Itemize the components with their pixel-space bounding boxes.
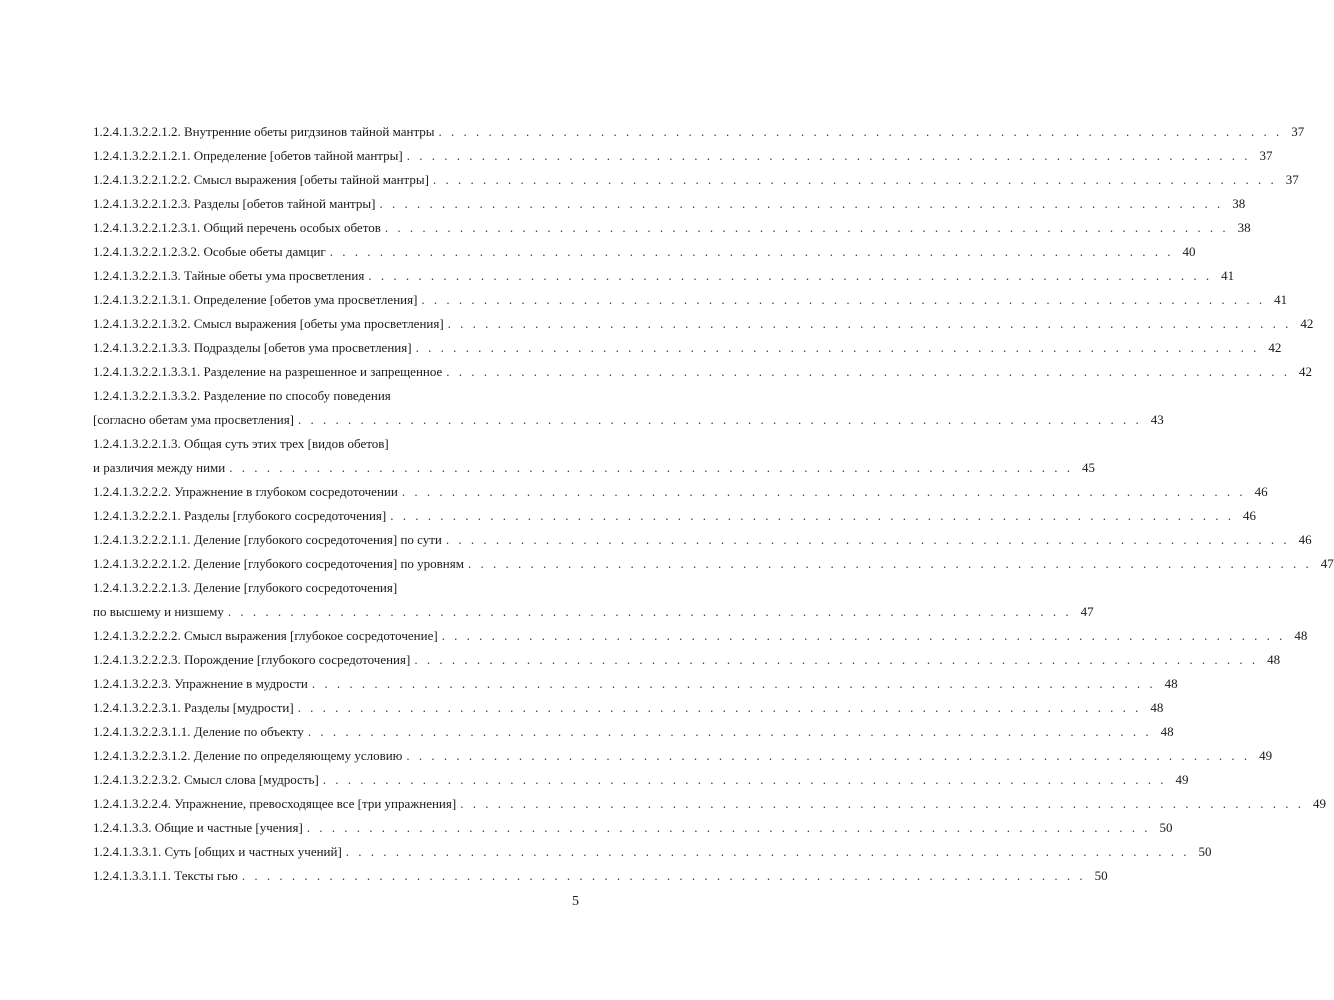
dot-leader: . . . . . . . . . . . . . . . . . . . . . . . . . . . . . . . . . . . . . . . . . . . . . . . . . . . . . . . . . . . . . . . . . . . . <box>406 148 1251 163</box>
toc-entry-page-number: 49 <box>1312 796 1326 811</box>
toc-entry <box>93 216 1251 240</box>
toc-entry-line <box>93 192 1246 216</box>
toc-entry <box>93 168 1299 192</box>
toc-entry-title: 1.2.4.1.3.2.2.2. Упражнение в глубоком сосредоточении <box>93 484 398 499</box>
toc-entry-page-number: 47 <box>1080 604 1094 619</box>
toc-entry-page-number: 46 <box>1242 508 1256 523</box>
dot-leader: . . . . . . . . . . . . . . . . . . . . . . . . . . . . . . . . . . . . . . . . . . . . . . . . . . . . . . . . . . . . . . . . . . . . <box>406 748 1251 763</box>
toc-entry-title: 1.2.4.1.3.2.2.3. Упражнение в мудрости <box>93 676 308 691</box>
toc-entry-title: 1.2.4.1.3.2.2.1.3.3.2. Разделение по способу поведения <box>93 388 391 403</box>
toc-entry <box>93 624 1308 648</box>
toc-entry-line <box>93 840 1212 864</box>
toc-entry-title: 1.2.4.1.3.2.2.1.3.3.1. Разделение на разрешенное и запрещенное <box>93 364 443 379</box>
toc-entry-title: 1.2.4.1.3.2.2.1.3. Тайные обеты ума просветления <box>93 268 365 283</box>
toc-entry <box>93 384 1164 432</box>
dot-leader: . . . . . . . . . . . . . . . . . . . . . . . . . . . . . . . . . . . . . . . . . . . . . . . . . . . . . . . . . . . . . . . . . . . . <box>345 844 1190 859</box>
toc-entry-title: и различия между ними <box>93 460 226 475</box>
toc-entry-title: 1.2.4.1.3.2.2.2.1.3. Деление [глубокого сосредоточения] <box>93 580 398 595</box>
toc-entry <box>93 192 1246 216</box>
toc-entry-line <box>93 624 1308 648</box>
toc-entry-line <box>93 792 1326 816</box>
dot-leader: . . . . . . . . . . . . . . . . . . . . . . . . . . . . . . . . . . . . . . . . . . . . . . . . . . . . . . . . . . . . . . . . . . . . <box>414 652 1259 667</box>
toc-entry-line <box>93 168 1299 192</box>
dot-leader: . . . . . . . . . . . . . . . . . . . . . . . . . . . . . . . . . . . . . . . . . . . . . . . . . . . . . . . . . . . . . . . . . . . . <box>329 244 1174 259</box>
toc-entry <box>93 816 1173 840</box>
toc-entry-page-number: 48 <box>1150 700 1164 715</box>
toc-entry-line <box>93 480 1268 504</box>
dot-leader: . . . . . . . . . . . . . . . . . . . . . . . . . . . . . . . . . . . . . . . . . . . . . . . . . . . . . . . . . . . . . . . . . . . . <box>415 340 1260 355</box>
toc-entry-title: 1.2.4.1.3.2.2.3.2. Смысл слова [мудрость] <box>93 772 319 787</box>
toc-entry <box>93 360 1313 384</box>
toc-entry-page-number: 48 <box>1267 652 1281 667</box>
toc-entry <box>93 336 1282 360</box>
toc-entry-title: 1.2.4.1.3.2.2.1.3. Общая суть этих трех [видов обетов] <box>93 436 389 451</box>
toc-entry-title: 1.2.4.1.3.2.2.2.1. Разделы [глубокого сосредоточения] <box>93 508 387 523</box>
toc-entry-page-number: 42 <box>1300 316 1314 331</box>
dot-leader: . . . . . . . . . . . . . . . . . . . . . . . . . . . . . . . . . . . . . . . . . . . . . . . . . . . . . . . . . . . . . . . . . . . . <box>368 268 1213 283</box>
dot-leader: . . . . . . . . . . . . . . . . . . . . . . . . . . . . . . . . . . . . . . . . . . . . . . . . . . . . . . . . . . . . . . . . . . . . <box>460 796 1304 811</box>
toc-entry-line <box>93 768 1189 792</box>
toc-entry-title: 1.2.4.1.3.3.1.1. Тексты гью <box>93 868 238 883</box>
dot-leader: . . . . . . . . . . . . . . . . . . . . . . . . . . . . . . . . . . . . . . . . . . . . . . . . . . . . . . . . . . . . . . . . . . . . <box>432 172 1277 187</box>
dot-leader: . . . . . . . . . . . . . . . . . . . . . . . . . . . . . . . . . . . . . . . . . . . . . . . . . . . . . . . . . . . . . . . . . . . . <box>241 868 1086 883</box>
dot-leader: . . . . . . . . . . . . . . . . . . . . . . . . . . . . . . . . . . . . . . . . . . . . . . . . . . . . . . . . . . . . . . . . . . . . <box>446 364 1291 379</box>
toc-entry-page-number: 48 <box>1160 724 1174 739</box>
dot-leader: . . . . . . . . . . . . . . . . . . . . . . . . . . . . . . . . . . . . . . . . . . . . . . . . . . . . . . . . . . . . . . . . . . . . <box>401 484 1246 499</box>
dot-leader: . . . . . . . . . . . . . . . . . . . . . . . . . . . . . . . . . . . . . . . . . . . . . . . . . . . . . . . . . . . . . . . . . . . . <box>438 124 1283 139</box>
toc-entry-title: 1.2.4.1.3.2.2.2.1.1. Деление [глубокого сосредоточения] по сути <box>93 532 442 547</box>
dot-leader: . . . . . . . . . . . . . . . . . . . . . . . . . . . . . . . . . . . . . . . . . . . . . . . . . . . . . . . . . . . . . . . . . . . . <box>421 292 1266 307</box>
toc-entry <box>93 672 1178 696</box>
toc-entry-line <box>93 144 1273 168</box>
toc-entry-line <box>93 216 1251 240</box>
toc-entry-page-number: 41 <box>1221 268 1235 283</box>
dot-leader: . . . . . . . . . . . . . . . . . . . . . . . . . . . . . . . . . . . . . . . . . . . . . . . . . . . . . . . . . . . . . . . . . . . . <box>445 532 1290 547</box>
dot-leader: . . . . . . . . . . . . . . . . . . . . . . . . . . . . . . . . . . . . . . . . . . . . . . . . . . . . . . . . . . . . . . . . . . . . <box>467 556 1312 571</box>
toc-entry <box>93 504 1256 528</box>
toc-entry-line <box>93 648 1281 672</box>
toc-entry-page-number: 47 <box>1320 556 1334 571</box>
dot-leader: . . . . . . . . . . . . . . . . . . . . . . . . . . . . . . . . . . . . . . . . . . . . . . . . . . . . . . . . . . . . . . . . . . . . <box>447 316 1292 331</box>
toc-entry-line <box>93 672 1178 696</box>
dot-leader: . . . . . . . . . . . . . . . . . . . . . . . . . . . . . . . . . . . . . . . . . . . . . . . . . . . . . . . . . . . . . . . . . . . . <box>229 460 1073 475</box>
toc-entry <box>93 648 1281 672</box>
toc-entry-page-number: 38 <box>1232 196 1246 211</box>
toc-entry-page-number: 45 <box>1081 460 1095 475</box>
toc-entry-line <box>93 600 1094 624</box>
toc-entry-title: [согласно обетам ума просветления] <box>93 412 295 427</box>
toc-entry-title: 1.2.4.1.3.2.2.1.2.3. Разделы [обетов тайной мантры] <box>93 196 376 211</box>
dot-leader: . . . . . . . . . . . . . . . . . . . . . . . . . . . . . . . . . . . . . . . . . . . . . . . . . . . . . . . . . . . . . . . . . . . . <box>227 604 1072 619</box>
toc-entry-page-number: 49 <box>1259 748 1273 763</box>
toc-entry-line <box>93 264 1235 288</box>
toc-entry-title: 1.2.4.1.3.2.2.1.3.2. Смысл выражения [обеты ума просветления] <box>93 316 444 331</box>
toc-entry-page-number: 38 <box>1237 220 1251 235</box>
dot-leader: . . . . . . . . . . . . . . . . . . . . . . . . . . . . . . . . . . . . . . . . . . . . . . . . . . . . . . . . . . . . . . . . . . . . <box>384 220 1229 235</box>
dot-leader: . . . . . . . . . . . . . . . . . . . . . . . . . . . . . . . . . . . . . . . . . . . . . . . . . . . . . . . . . . . . . . . . . . . . <box>390 508 1234 523</box>
toc-entry-title: 1.2.4.1.3.2.2.1.2.3.2. Особые обеты дамциг <box>93 244 326 259</box>
dot-leader: . . . . . . . . . . . . . . . . . . . . . . . . . . . . . . . . . . . . . . . . . . . . . . . . . . . . . . . . . . . . . . . . . . . . <box>441 628 1286 643</box>
toc-entry-title: 1.2.4.1.3.2.2.4. Упражнение, превосходящее все [три упражнения] <box>93 796 457 811</box>
toc-entry <box>93 288 1288 312</box>
dot-leader: . . . . . . . . . . . . . . . . . . . . . . . . . . . . . . . . . . . . . . . . . . . . . . . . . . . . . . . . . . . . . . . . . . . . <box>311 676 1156 691</box>
toc-entry <box>93 240 1196 264</box>
toc-entry <box>93 120 1305 144</box>
toc-entry-page-number: 48 <box>1294 628 1308 643</box>
toc-entry-title: 1.2.4.1.3.2.2.2.3. Порождение [глубокого сосредоточения] <box>93 652 411 667</box>
toc-entry <box>93 744 1273 768</box>
toc-entry-line <box>93 456 1095 480</box>
toc-entry-title: 1.2.4.1.3.2.2.1.2.3.1. Общий перечень особых обетов <box>93 220 381 235</box>
toc-entry <box>93 576 1094 624</box>
toc-entry-line <box>93 336 1282 360</box>
toc-entry-line <box>93 864 1108 888</box>
toc-entry-page-number: 42 <box>1268 340 1282 355</box>
toc-entry-line <box>93 528 1312 552</box>
toc-entry-page-number: 41 <box>1274 292 1288 307</box>
dot-leader: . . . . . . . . . . . . . . . . . . . . . . . . . . . . . . . . . . . . . . . . . . . . . . . . . . . . . . . . . . . . . . . . . . . . <box>297 700 1142 715</box>
toc-entry-page-number: 37 <box>1291 124 1305 139</box>
toc-entry-title: по высшему и низшему <box>93 604 224 619</box>
toc-entry-page-number: 40 <box>1182 244 1196 259</box>
toc-entry-title: 1.2.4.1.3.2.2.2.2. Смысл выражения [глубокое сосредоточение] <box>93 628 438 643</box>
toc-entry-line <box>93 360 1313 384</box>
toc-entry <box>93 720 1174 744</box>
toc-entry-title: 1.2.4.1.3.2.2.1.2.1. Определение [обетов тайной мантры] <box>93 148 403 163</box>
page-number: 5 <box>572 894 579 909</box>
dot-leader: . . . . . . . . . . . . . . . . . . . . . . . . . . . . . . . . . . . . . . . . . . . . . . . . . . . . . . . . . . . . . . . . . . . . <box>379 196 1224 211</box>
toc-entry-page-number: 50 <box>1159 820 1173 835</box>
table-of-contents <box>93 120 1334 888</box>
toc-entry-line <box>93 288 1288 312</box>
toc-entry-title: 1.2.4.1.3.2.2.2.1.2. Деление [глубокого сосредоточения] по уровням <box>93 556 464 571</box>
toc-entry-line <box>93 744 1273 768</box>
toc-entry <box>93 768 1189 792</box>
toc-entry <box>93 552 1334 576</box>
toc-entry <box>93 144 1273 168</box>
toc-entry-title: 1.2.4.1.3.2.2.1.3.1. Определение [обетов ума просветления] <box>93 292 418 307</box>
toc-entry <box>93 528 1312 552</box>
toc-entry-title: 1.2.4.1.3.2.2.3.1. Разделы [мудрости] <box>93 700 294 715</box>
toc-entry-page-number: 46 <box>1254 484 1268 499</box>
dot-leader: . . . . . . . . . . . . . . . . . . . . . . . . . . . . . . . . . . . . . . . . . . . . . . . . . . . . . . . . . . . . . . . . . . . . <box>307 724 1152 739</box>
dot-leader: . . . . . . . . . . . . . . . . . . . . . . . . . . . . . . . . . . . . . . . . . . . . . . . . . . . . . . . . . . . . . . . . . . . . <box>298 412 1142 427</box>
toc-entry-line <box>93 312 1314 336</box>
toc-entry <box>93 864 1108 888</box>
toc-entry-title: 1.2.4.1.3.2.2.3.1.1. Деление по объекту <box>93 724 304 739</box>
toc-entry-line <box>93 120 1305 144</box>
toc-entry <box>93 792 1326 816</box>
toc-entry-title: 1.2.4.1.3.3. Общие и частные [учения] <box>93 820 303 835</box>
toc-entry-page-number: 48 <box>1164 676 1178 691</box>
toc-entry-line <box>93 576 570 600</box>
toc-entry <box>93 480 1268 504</box>
toc-entry-line <box>93 240 1196 264</box>
toc-entry-page-number: 49 <box>1175 772 1189 787</box>
toc-entry-title: 1.2.4.1.3.3.1. Суть [общих и частных учений] <box>93 844 342 859</box>
toc-entry-line <box>93 432 570 456</box>
toc-entry <box>93 264 1235 288</box>
toc-entry-page-number: 43 <box>1150 412 1164 427</box>
toc-entry-title: 1.2.4.1.3.2.2.1.3.3. Подразделы [обетов ума просветления] <box>93 340 412 355</box>
toc-entry-title: 1.2.4.1.3.2.2.3.1.2. Деление по определяющему условию <box>93 748 403 763</box>
toc-entry-page-number: 50 <box>1094 868 1108 883</box>
toc-entry-line <box>93 504 1256 528</box>
toc-entry-line <box>93 696 1164 720</box>
toc-entry-page-number: 42 <box>1299 364 1313 379</box>
toc-entry-line <box>93 384 570 408</box>
toc-entry-title: 1.2.4.1.3.2.2.1.2. Внутренние обеты ригдзинов тайной мантры <box>93 124 435 139</box>
dot-leader: . . . . . . . . . . . . . . . . . . . . . . . . . . . . . . . . . . . . . . . . . . . . . . . . . . . . . . . . . . . . . . . . . . . . <box>306 820 1151 835</box>
toc-entry-page-number: 46 <box>1298 532 1312 547</box>
toc-entry <box>93 432 1095 480</box>
toc-entry <box>93 840 1212 864</box>
dot-leader: . . . . . . . . . . . . . . . . . . . . . . . . . . . . . . . . . . . . . . . . . . . . . . . . . . . . . . . . . . . . . . . . . . . . <box>322 772 1167 787</box>
toc-entry-page-number: 37 <box>1259 148 1273 163</box>
toc-entry <box>93 696 1164 720</box>
toc-entry-line <box>93 720 1174 744</box>
toc-entry-page-number: 50 <box>1198 844 1212 859</box>
toc-entry-title: 1.2.4.1.3.2.2.1.2.2. Смысл выражения [обеты тайной мантры] <box>93 172 429 187</box>
toc-entry-page-number: 37 <box>1285 172 1299 187</box>
toc-entry-line <box>93 408 1164 432</box>
toc-entry <box>93 312 1314 336</box>
toc-entry-line <box>93 816 1173 840</box>
toc-entry-line <box>93 552 1334 576</box>
